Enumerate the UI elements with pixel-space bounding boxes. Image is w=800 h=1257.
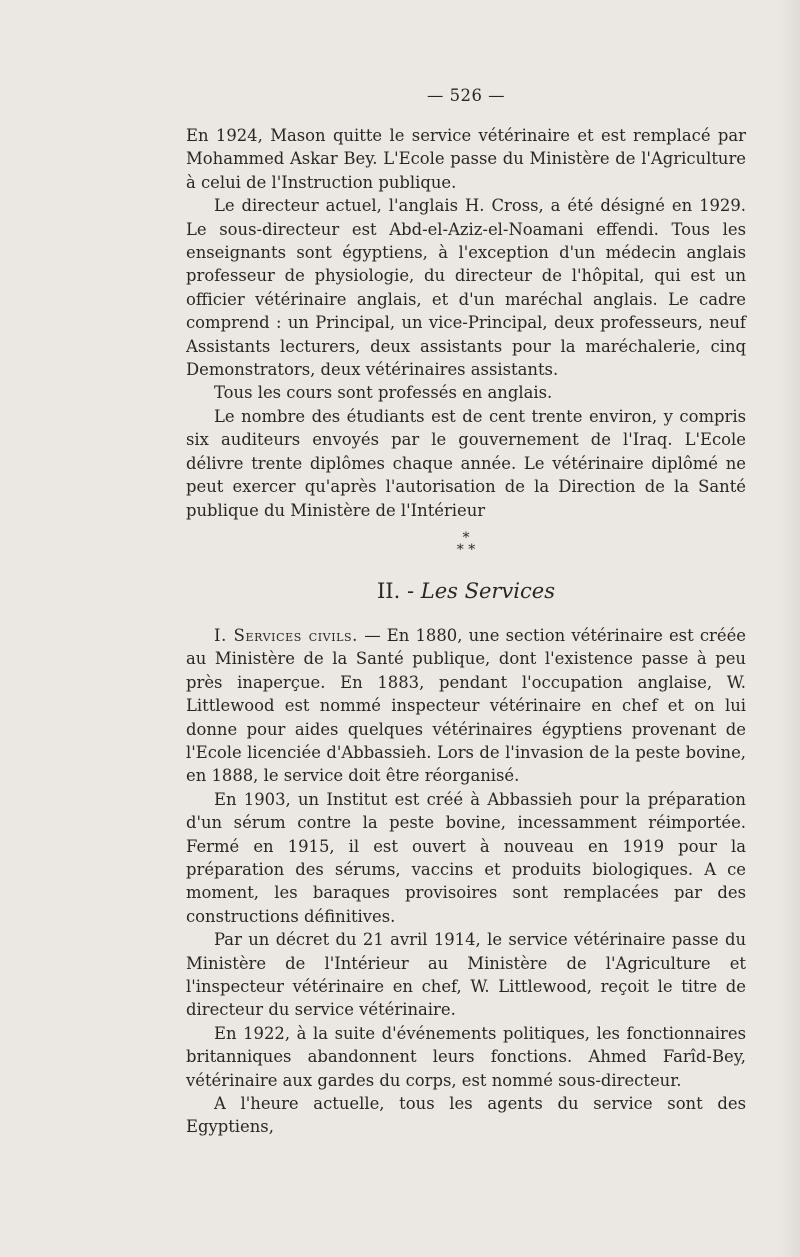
page-number: — 526 — [427,86,505,105]
asterism-separator [186,529,746,562]
paragraph-6: En 1903, un Institut est créé à Abbassieh pour la préparation d'un sérum contre la peste bovine, incessamment réimportée. Fermé en 1915, il est ouvert à nouveau en 1919 pour la préparation des sérums, vaccins et produits biologiques. A ce moment, les baraques provisoires sont remplacées par des constructions définitives. [186,789,746,926]
paragraph-1: En 1924, Mason quitte le service vétérinaire et est remplacé par Mohammed Askar Bey. L'Ecole passe du Ministère de l'Agriculture à celui de l'Instruction publique. [186,126,746,192]
paragraph-8: En 1922, à la suite d'événements politiques, les fonctionnaires britanniques abandonnent leurs fonctions. Ahmed Farîd-Bey, vétérinaire aux gardes du corps, est nommé sous-directeur. [186,1023,746,1090]
asterism-top: * [462,529,470,546]
subsection-heading: I. Services civils. [214,625,358,645]
asterism-bottom: * * [456,541,476,558]
paragraph-2: Le directeur actuel, l'anglais H. Cross, a été désigné en 1929. Le sous-directeur est Abd-el-Aziz-el-Noamani effendi. Tous les enseignants sont égyptiens, à l'exception d'un médecin anglais professeur de physiologie, du directeur de l'hôpital, qui est un officier vétérinaire anglais, et d'un maréchal anglais. Le cadre comprend : un Principal, un vice-Principal, deux professeurs, neuf Assistants lecturers, deux assistants pour la maréchalerie, cinq Demonstrators, deux vétérinaires assistants. [186,196,746,380]
page-edge-shadow [778,0,800,1257]
paragraph-4: Le nombre des étudiants est de cent trente environ, y compris six auditeurs envoyés par le gouvernement de l'Iraq. L'Ecole délivre trente diplômes chaque année. Le vétérinaire diplômé ne peut exercer qu'après l'autorisation de la Direction de la Santé publique du Ministère de l'Intérieur [186,406,746,520]
paragraph-7: Par un décret du 21 avril 1914, le service vétérinaire passe du Ministère de l'Intérieur au Ministère de l'Agriculture et l'inspecteur vétérinaire en chef, W. Littlewood, reçoit le titre de directeur du service vétérinaire. [186,930,746,1020]
subsection-text: — En 1880, une section vétérinaire est créée au Ministère de la Santé publique, dont l'existence passe à peu près inaperçue. En 1883, pendant l'occupation anglaise, W. Littlewood est nommé inspecteur vétérinaire en chef et on lui donne pour aides quelques vétérinaires égyptiens provenant de l'Ecole licenciée d'Abbassieh. Lors de l'invasion de la peste bovine, en 1888, le service doit être réorganisé. [186,625,746,786]
page-text-block [186,84,746,1139]
section-number: II. - [377,578,415,603]
paragraph-9: A l'heure actuelle, tous les agents du service sont des Egyptiens, [186,1094,746,1137]
paragraph-3: Tous les cours sont professés en anglais. [214,383,553,403]
subsection-paragraph [186,624,746,788]
section-title: Les Services [420,578,555,603]
section-heading [186,576,746,606]
